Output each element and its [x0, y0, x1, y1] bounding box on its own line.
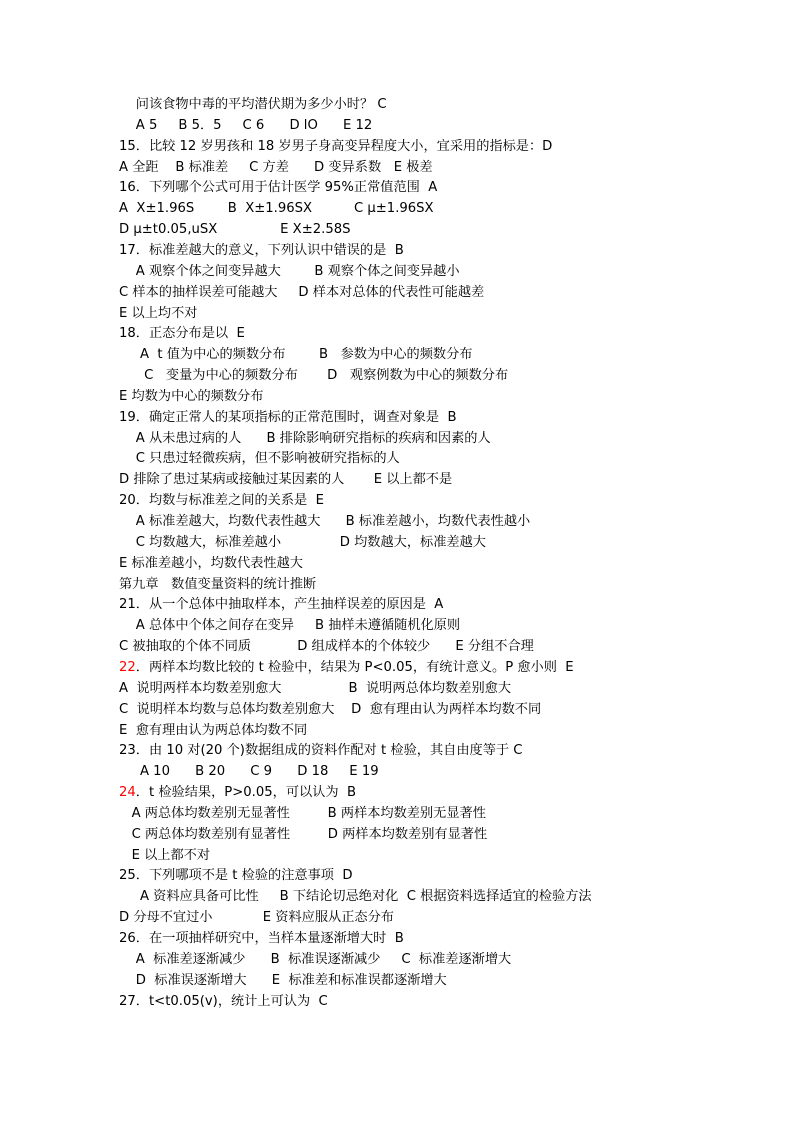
text-line: [119, 469, 452, 490]
text-line: [119, 553, 303, 574]
line-text: A 观察个体之间变异越大 B 观察个体之间变异越小: [119, 263, 460, 279]
text-line: [119, 386, 263, 407]
line-text: 19．确定正常人的某项指标的正常范围时，调查对象是 B: [119, 409, 457, 425]
text-line: [119, 240, 404, 261]
line-text: 27．t<t0.05(v)，统计上可认为 C: [119, 993, 328, 1009]
text-line: [119, 845, 210, 866]
text-line: [119, 219, 351, 240]
line-text: E 以上都不对: [119, 847, 211, 863]
line-text: E 以上均不对: [119, 305, 198, 321]
line-text: 15．比较 12 岁男孩和 18 岁男子身高变异程度大小，宜采用的指标是：D: [119, 138, 553, 154]
question-number-highlight: 24: [119, 785, 136, 801]
text-line: [119, 803, 486, 824]
text-line: [119, 574, 316, 595]
text-line: [119, 511, 530, 532]
line-text: 21．从一个总体中抽取样本，产生抽样误差的原因是 A: [119, 597, 444, 613]
line-text: C 样本的抽样误差可能越大 D 样本对总体的代表性可能越差: [119, 284, 485, 300]
line-text: A 两总体均数差别无显著性 B 两样本均数差别无显著性: [119, 805, 486, 821]
line-text: D μ±t0.05,uSX E X±2.58S: [119, 222, 351, 238]
line-text: A 10 B 20 C 9 D 18 E 19: [119, 764, 379, 780]
text-line: [119, 782, 356, 803]
line-text: A 说明两样本均数差别愈大 B 说明两总体均数差别愈大: [119, 680, 512, 696]
text-line: [119, 615, 460, 636]
line-text: 18．正态分布是以 E: [119, 326, 245, 342]
line-text: D 排除了患过某病或接触过某因素的人 E 以上都不是: [119, 472, 453, 488]
line-text: A 标准差逐渐减少 B 标准误逐渐减少 C 标准差逐渐增大: [119, 951, 512, 967]
text-line: [119, 448, 400, 469]
text-line: [119, 949, 511, 970]
line-text: C 变量为中心的频数分布 D 观察例数为中心的频数分布: [119, 368, 509, 384]
line-text: C 只患过轻微疾病，但不影响被研究指标的人: [119, 451, 400, 467]
text-line: [119, 282, 484, 303]
line-text: ．两样本均数比较的 t 检验中，结果为 P<0.05，有统计意义。P 愈小则 E: [135, 659, 574, 675]
text-line: [119, 198, 434, 219]
text-line: [119, 365, 508, 386]
text-line: [119, 865, 353, 886]
line-text: D 标准误逐渐增大 E 标准差和标准误都逐渐增大: [119, 972, 447, 988]
text-line: [119, 970, 447, 991]
text-line: [119, 657, 574, 678]
line-text: A t 值为中心的频数分布 B 参数为中心的频数分布: [119, 347, 473, 363]
line-text: A 从未患过病的人 B 排除影响研究指标的疾病和因素的人: [119, 430, 491, 446]
line-text: A 5 B 5．5 C 6 D lO E 12: [119, 117, 373, 133]
text-line: [119, 177, 437, 198]
text-line: [119, 407, 457, 428]
text-line: [119, 636, 534, 657]
text-line: [119, 907, 394, 928]
line-text: C 均数越大，标准差越小 D 均数越大，标准差越大: [119, 534, 486, 550]
text-line: [119, 678, 511, 699]
line-text: 问该食物中毒的平均潜伏期为多少小时？ C: [119, 97, 387, 112]
text-line: [119, 991, 328, 1012]
text-line: [119, 303, 197, 324]
text-line: [119, 157, 433, 178]
text-line: [119, 699, 541, 720]
line-text: A 全距 B 标准差 C 方差 D 变异系数 E 极差: [119, 159, 433, 175]
text-line: [119, 94, 387, 115]
question-number-highlight: 22: [119, 659, 136, 675]
line-text: E 标准差越小，均数代表性越大: [119, 555, 303, 571]
text-line: [119, 928, 404, 949]
text-line: [119, 740, 522, 761]
text-line: [119, 886, 592, 907]
line-text: 26．在一项抽样研究中，当样本量逐渐增大时 B: [119, 931, 404, 946]
line-text: A 总体中个体之间存在变异 B 抽样未遵循随机化原则: [119, 618, 461, 634]
text-line: [119, 594, 443, 615]
text-line: [119, 532, 486, 553]
line-text: 16．下列哪个公式可用于估计医学 95%正常值范围 A: [119, 180, 438, 196]
text-line: [119, 323, 245, 344]
line-text: C 说明样本均数与总体均数差别愈大 D 愈有理由认为两样本均数不同: [119, 701, 542, 717]
line-text: 20．均数与标准差之间的关系是 E: [119, 493, 324, 509]
text-line: [119, 490, 324, 511]
text-line: [119, 428, 491, 449]
line-text: E 愈有理由认为两总体均数不同: [119, 722, 308, 738]
text-line: [119, 136, 552, 157]
text-line: [119, 261, 460, 282]
line-text: E 均数为中心的频数分布: [119, 388, 264, 404]
line-text: A 标准差越大，均数代表性越大 B 标准差越小，均数代表性越小: [119, 514, 531, 529]
line-text: C 两总体均数差别有显著性 D 两样本均数差别有显著性: [119, 826, 488, 842]
text-line: [119, 761, 379, 782]
text-line: [119, 115, 372, 136]
line-text: 17．标准差越大的意义，下列认识中错误的是 B: [119, 242, 404, 258]
line-text: A 资料应具备可比性 B 下结论切忌绝对化 C 根据资料选择适宜的检验方法: [119, 889, 592, 905]
line-text: 25．下列哪项不是 t 检验的注意事项 D: [119, 868, 353, 884]
line-text: D 分母不宜过小 E 资料应服从正态分布: [119, 910, 394, 926]
line-text: ．t 检验结果，P>0.05，可以认为 B: [135, 785, 357, 801]
line-text: A X±1.96S B X±1.96SX C μ±1.96SX: [119, 201, 434, 217]
line-text: 23．由 10 对(20 个)数据组成的资料作配对 t 检验，其自由度等于 C: [119, 743, 523, 759]
line-text: 第九章 数值变量资料的统计推断: [119, 576, 317, 592]
text-line: [119, 824, 487, 845]
text-line: [119, 720, 307, 741]
line-text: C 被抽取的个体不同质 D 组成样本的个体较少 E 分组不合理: [119, 639, 534, 655]
text-line: [119, 344, 472, 365]
